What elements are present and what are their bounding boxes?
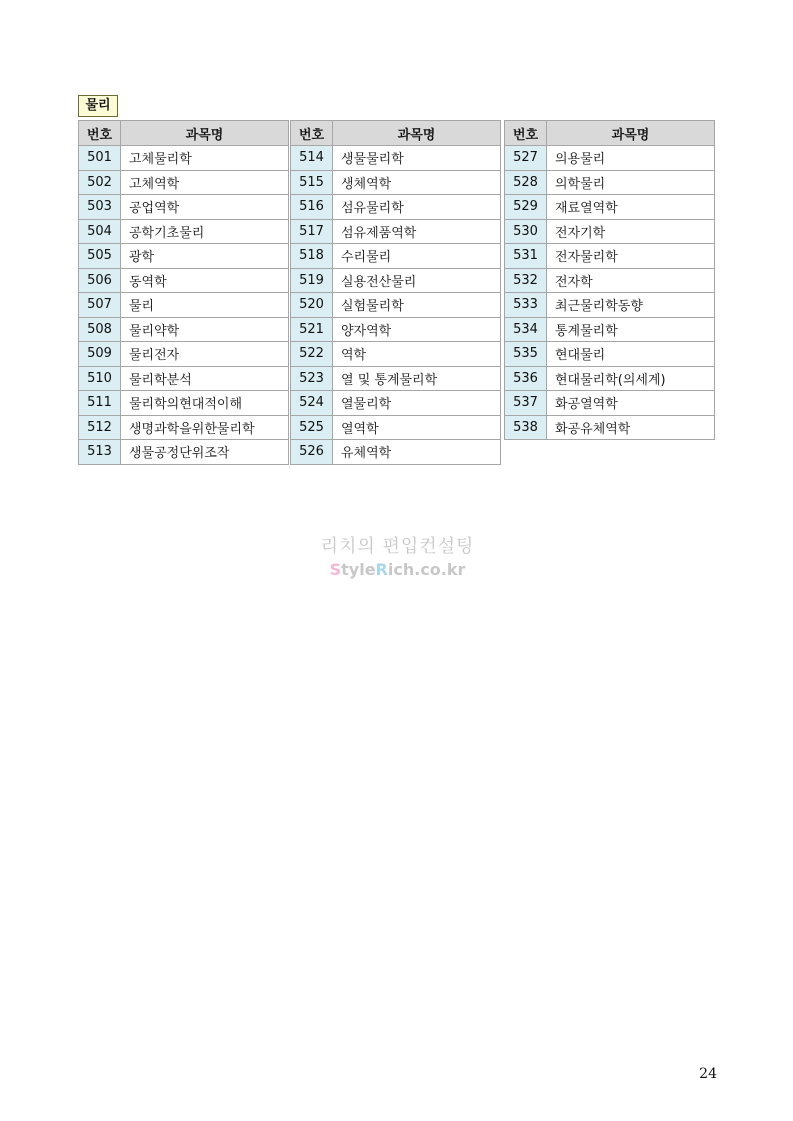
course-number: 526 <box>291 440 333 465</box>
course-number: 525 <box>291 415 333 440</box>
course-table-1 <box>78 120 289 465</box>
table-row <box>505 391 715 416</box>
course-table-2 <box>290 120 501 465</box>
table-row <box>505 293 715 318</box>
course-name: 열역학 <box>333 415 501 440</box>
course-number: 508 <box>79 317 121 342</box>
category-tag: 물리 <box>78 95 118 117</box>
course-name: 의용물리 <box>547 146 715 171</box>
table-row <box>505 146 715 171</box>
course-name: 물리학분석 <box>121 366 289 391</box>
table-row <box>505 219 715 244</box>
course-name: 화공열역학 <box>547 391 715 416</box>
page-number: 24 <box>699 1066 717 1082</box>
course-number: 537 <box>505 391 547 416</box>
course-name: 실험물리학 <box>333 293 501 318</box>
course-table-3 <box>504 120 715 440</box>
course-number: 503 <box>79 195 121 220</box>
course-name: 생명과학을위한물리학 <box>121 415 289 440</box>
course-name: 열물리학 <box>333 391 501 416</box>
table-row <box>505 170 715 195</box>
course-number: 528 <box>505 170 547 195</box>
watermark-url-s: S <box>329 560 342 579</box>
table-row <box>505 366 715 391</box>
course-name: 동역학 <box>121 268 289 293</box>
course-number: 515 <box>291 170 333 195</box>
course-name: 공업역학 <box>121 195 289 220</box>
course-number: 512 <box>79 415 121 440</box>
table-row <box>79 391 289 416</box>
course-name: 현대물리 <box>547 342 715 367</box>
course-number: 518 <box>291 244 333 269</box>
header-name: 과목명 <box>547 121 715 146</box>
course-name: 전자학 <box>547 268 715 293</box>
course-number: 529 <box>505 195 547 220</box>
table-row <box>505 415 715 440</box>
table-row <box>291 293 501 318</box>
table-row <box>291 195 501 220</box>
course-name: 실용전산물리 <box>333 268 501 293</box>
course-number: 531 <box>505 244 547 269</box>
course-name: 열 및 통계물리학 <box>333 366 501 391</box>
course-number: 536 <box>505 366 547 391</box>
table-row <box>505 244 715 269</box>
course-number: 516 <box>291 195 333 220</box>
course-number: 527 <box>505 146 547 171</box>
course-name: 생물물리학 <box>333 146 501 171</box>
table-row <box>291 268 501 293</box>
course-name: 유체역학 <box>333 440 501 465</box>
course-number: 523 <box>291 366 333 391</box>
table-row <box>79 219 289 244</box>
watermark-url <box>300 560 495 579</box>
header-name: 과목명 <box>121 121 289 146</box>
watermark-url-b: ich.co.kr <box>387 560 466 579</box>
table-row <box>505 317 715 342</box>
course-name: 의학물리 <box>547 170 715 195</box>
course-number: 501 <box>79 146 121 171</box>
course-number: 538 <box>505 415 547 440</box>
table-row <box>291 244 501 269</box>
course-number: 505 <box>79 244 121 269</box>
course-number: 502 <box>79 170 121 195</box>
course-number: 513 <box>79 440 121 465</box>
table-row <box>505 268 715 293</box>
table-row <box>291 146 501 171</box>
table-row <box>291 317 501 342</box>
course-number: 507 <box>79 293 121 318</box>
header-number: 번호 <box>291 121 333 146</box>
course-name: 섬유물리학 <box>333 195 501 220</box>
course-number: 530 <box>505 219 547 244</box>
watermark <box>300 532 495 579</box>
table-row <box>505 342 715 367</box>
table-row <box>79 440 289 465</box>
course-name: 공학기초물리 <box>121 219 289 244</box>
course-number: 514 <box>291 146 333 171</box>
course-number: 534 <box>505 317 547 342</box>
course-number: 535 <box>505 342 547 367</box>
table-row <box>291 219 501 244</box>
course-number: 506 <box>79 268 121 293</box>
table-row <box>291 366 501 391</box>
table-row <box>79 268 289 293</box>
watermark-title: 리치의 편입컨설팅 <box>320 536 475 557</box>
course-name: 양자역학 <box>333 317 501 342</box>
table-row <box>79 195 289 220</box>
course-name: 물리학의현대적이해 <box>121 391 289 416</box>
course-name: 현대물리학(의세계) <box>547 366 715 391</box>
course-number: 524 <box>291 391 333 416</box>
course-number: 504 <box>79 219 121 244</box>
table-row <box>79 342 289 367</box>
table-header-row <box>505 121 715 146</box>
header-number: 번호 <box>505 121 547 146</box>
table-row <box>291 170 501 195</box>
course-name: 역학 <box>333 342 501 367</box>
header-number: 번호 <box>79 121 121 146</box>
course-name: 생물공정단위조작 <box>121 440 289 465</box>
course-number: 519 <box>291 268 333 293</box>
watermark-url-a: tyle <box>341 560 376 579</box>
course-number: 520 <box>291 293 333 318</box>
table-row <box>79 317 289 342</box>
header-name: 과목명 <box>333 121 501 146</box>
course-name: 고체물리학 <box>121 146 289 171</box>
table-row <box>291 342 501 367</box>
table-row <box>291 391 501 416</box>
table-row <box>79 293 289 318</box>
course-name: 수리물리 <box>333 244 501 269</box>
course-number: 517 <box>291 219 333 244</box>
course-name: 섬유제품역학 <box>333 219 501 244</box>
course-number: 509 <box>79 342 121 367</box>
course-name: 물리전자 <box>121 342 289 367</box>
table-row <box>79 244 289 269</box>
course-number: 521 <box>291 317 333 342</box>
table-row <box>79 415 289 440</box>
course-number: 510 <box>79 366 121 391</box>
course-name: 고체역학 <box>121 170 289 195</box>
table-header-row <box>79 121 289 146</box>
course-number: 511 <box>79 391 121 416</box>
course-name: 물리약학 <box>121 317 289 342</box>
course-name: 물리 <box>121 293 289 318</box>
course-name: 생체역학 <box>333 170 501 195</box>
course-name: 광학 <box>121 244 289 269</box>
course-name: 화공유체역학 <box>547 415 715 440</box>
course-name: 통계물리학 <box>547 317 715 342</box>
course-name: 전자기학 <box>547 219 715 244</box>
table-row <box>291 415 501 440</box>
course-number: 533 <box>505 293 547 318</box>
course-name: 최근물리학동향 <box>547 293 715 318</box>
table-row <box>79 146 289 171</box>
course-name: 재료열역학 <box>547 195 715 220</box>
table-row <box>79 170 289 195</box>
table-row <box>505 195 715 220</box>
course-number: 532 <box>505 268 547 293</box>
course-name: 전자물리학 <box>547 244 715 269</box>
course-number: 522 <box>291 342 333 367</box>
watermark-url-r: R <box>375 560 388 579</box>
table-row <box>291 440 501 465</box>
table-row <box>79 366 289 391</box>
table-header-row <box>291 121 501 146</box>
